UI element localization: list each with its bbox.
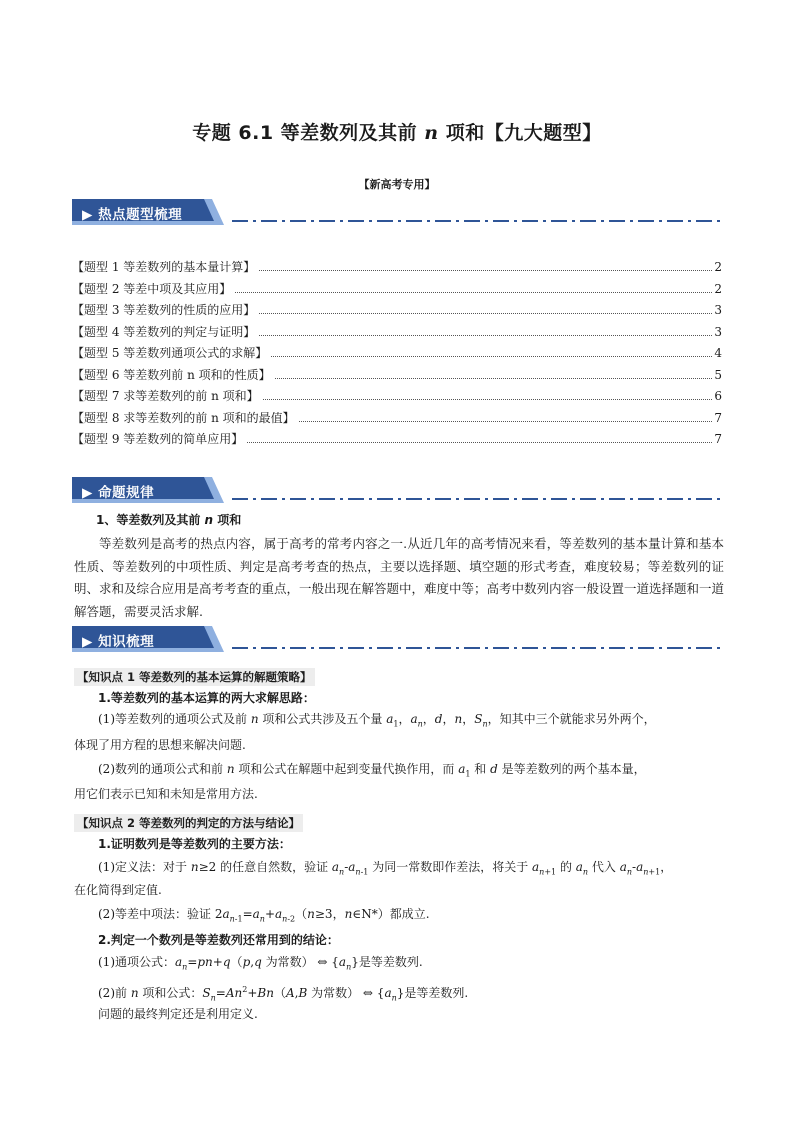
kp1-line-3: (2)数列的通项公式和前 n 项和公式在解题中起到变量代换作用，而 $a_1$ 和 d 是等差数列的两个基本量，	[98, 762, 646, 779]
toc-item[interactable]: 【题型 9 等差数列的简单应用】 7	[72, 432, 722, 446]
banner-graphic	[72, 477, 722, 503]
section-banner-rules	[72, 477, 722, 503]
kp2-subheading-1: 1.证明数列是等差数列的主要方法：	[98, 837, 291, 851]
page-subtitle: 【新高考专用】	[358, 178, 436, 191]
kp2-line-6: 问题的最终判定还是利用定义.	[98, 1007, 258, 1021]
banner-graphic	[72, 626, 722, 652]
banner-label: ▶ 知识梳理	[82, 634, 155, 650]
toc-item[interactable]: 【题型 1 等差数列的基本量计算】 2	[72, 260, 722, 274]
toc-item[interactable]: 【题型 5 等差数列通项公式的求解】 4	[72, 346, 722, 360]
banner-label: ▶ 命题规律	[82, 485, 155, 501]
kp2-line-4: (1)通项公式：$a_n=pn+q(p,q$ 为常数） ⇔ $\{a_n\}$是等差数列.	[98, 955, 423, 972]
kp1-line-1: (1)等差数列的通项公式及前 n 项和公式共涉及五个量 $a_1$，$a_n$，d，n，$S_n$，知其中三个就能求另外两个，	[98, 712, 656, 729]
toc-item[interactable]: 【题型 7 求等差数列的前 n 项和】 6	[72, 389, 722, 403]
kp2-subheading-2: 2.判定一个数列是等差数列还常用到的结论：	[98, 933, 339, 947]
kp2-line-3: (2)等差中项法：验证 $2a_{n-1}=a_n+a_{n-2}(n\ge 3$，n∈N*）都成立.	[98, 907, 430, 924]
page-title: 专题 6.1 等差数列及其前 n 项和【九大题型】	[192, 122, 602, 144]
kp2-line-5: (2)前 n 项和公式：$S_n=An^2+Bn(A,B$ 为常数） ⇔ $\{a_n\}$是等差数列.	[98, 985, 469, 1003]
knowledge-point-1-label: 【知识点 1 等差数列的基本运算的解题策略】	[74, 668, 315, 686]
toc-item[interactable]: 【题型 6 等差数列前 n 项和的性质】 5	[72, 367, 722, 382]
kp2-line-1: (1)定义法：对于 n≥2 的任意自然数，验证 $a_n-a_{n-1}$ 为同一常数即作差法，将关于 $a_{n+1}$ 的 $a_n$ 代入 $a_n-a_{n+1}$，	[98, 860, 673, 877]
rules-heading: 1、等差数列及其前 n 项和	[96, 513, 242, 527]
kp2-line-2: 在化简得到定值.	[74, 883, 162, 897]
knowledge-point-2-label: 【知识点 2 等差数列的判定的方法与结论】	[74, 814, 303, 832]
section-banner-hot-topics	[72, 199, 722, 225]
table-of-contents	[72, 258, 722, 452]
toc-item[interactable]: 【题型 2 等差中项及其应用】 2	[72, 281, 722, 296]
banner-label: ▶ 热点题型梳理	[82, 207, 183, 223]
kp1-line-4: 用它们表示已知和未知是常用方法.	[74, 787, 258, 801]
rules-paragraph: 等差数列是高考的热点内容，属于高考的常考内容之一.从近几年的高考情况来看，等差数列的基本量计算和基本性质、等差数列的中项性质、判定是高考考查的热点，主要以选择题、填空题的形式考查，难度较易；等差数列的证明、求和及综合应用是高考考查的重点，一般出现在解答题中，难度中等；高考中数列内容一般设置一道选择题和一道解答题，需要灵活求解.	[74, 536, 725, 619]
kp1-subheading: 1.等差数列的基本运算的两大求解思路：	[98, 691, 315, 705]
kp1-line-2: 体现了用方程的思想来解决问题.	[74, 738, 246, 752]
toc-item[interactable]: 【题型 8 求等差数列的前 n 项和的最值】 7	[72, 410, 722, 425]
section-banner-knowledge	[72, 626, 722, 652]
toc-item[interactable]: 【题型 3 等差数列的性质的应用】 3	[72, 303, 722, 317]
toc-item[interactable]: 【题型 4 等差数列的判定与证明】 3	[72, 324, 722, 339]
